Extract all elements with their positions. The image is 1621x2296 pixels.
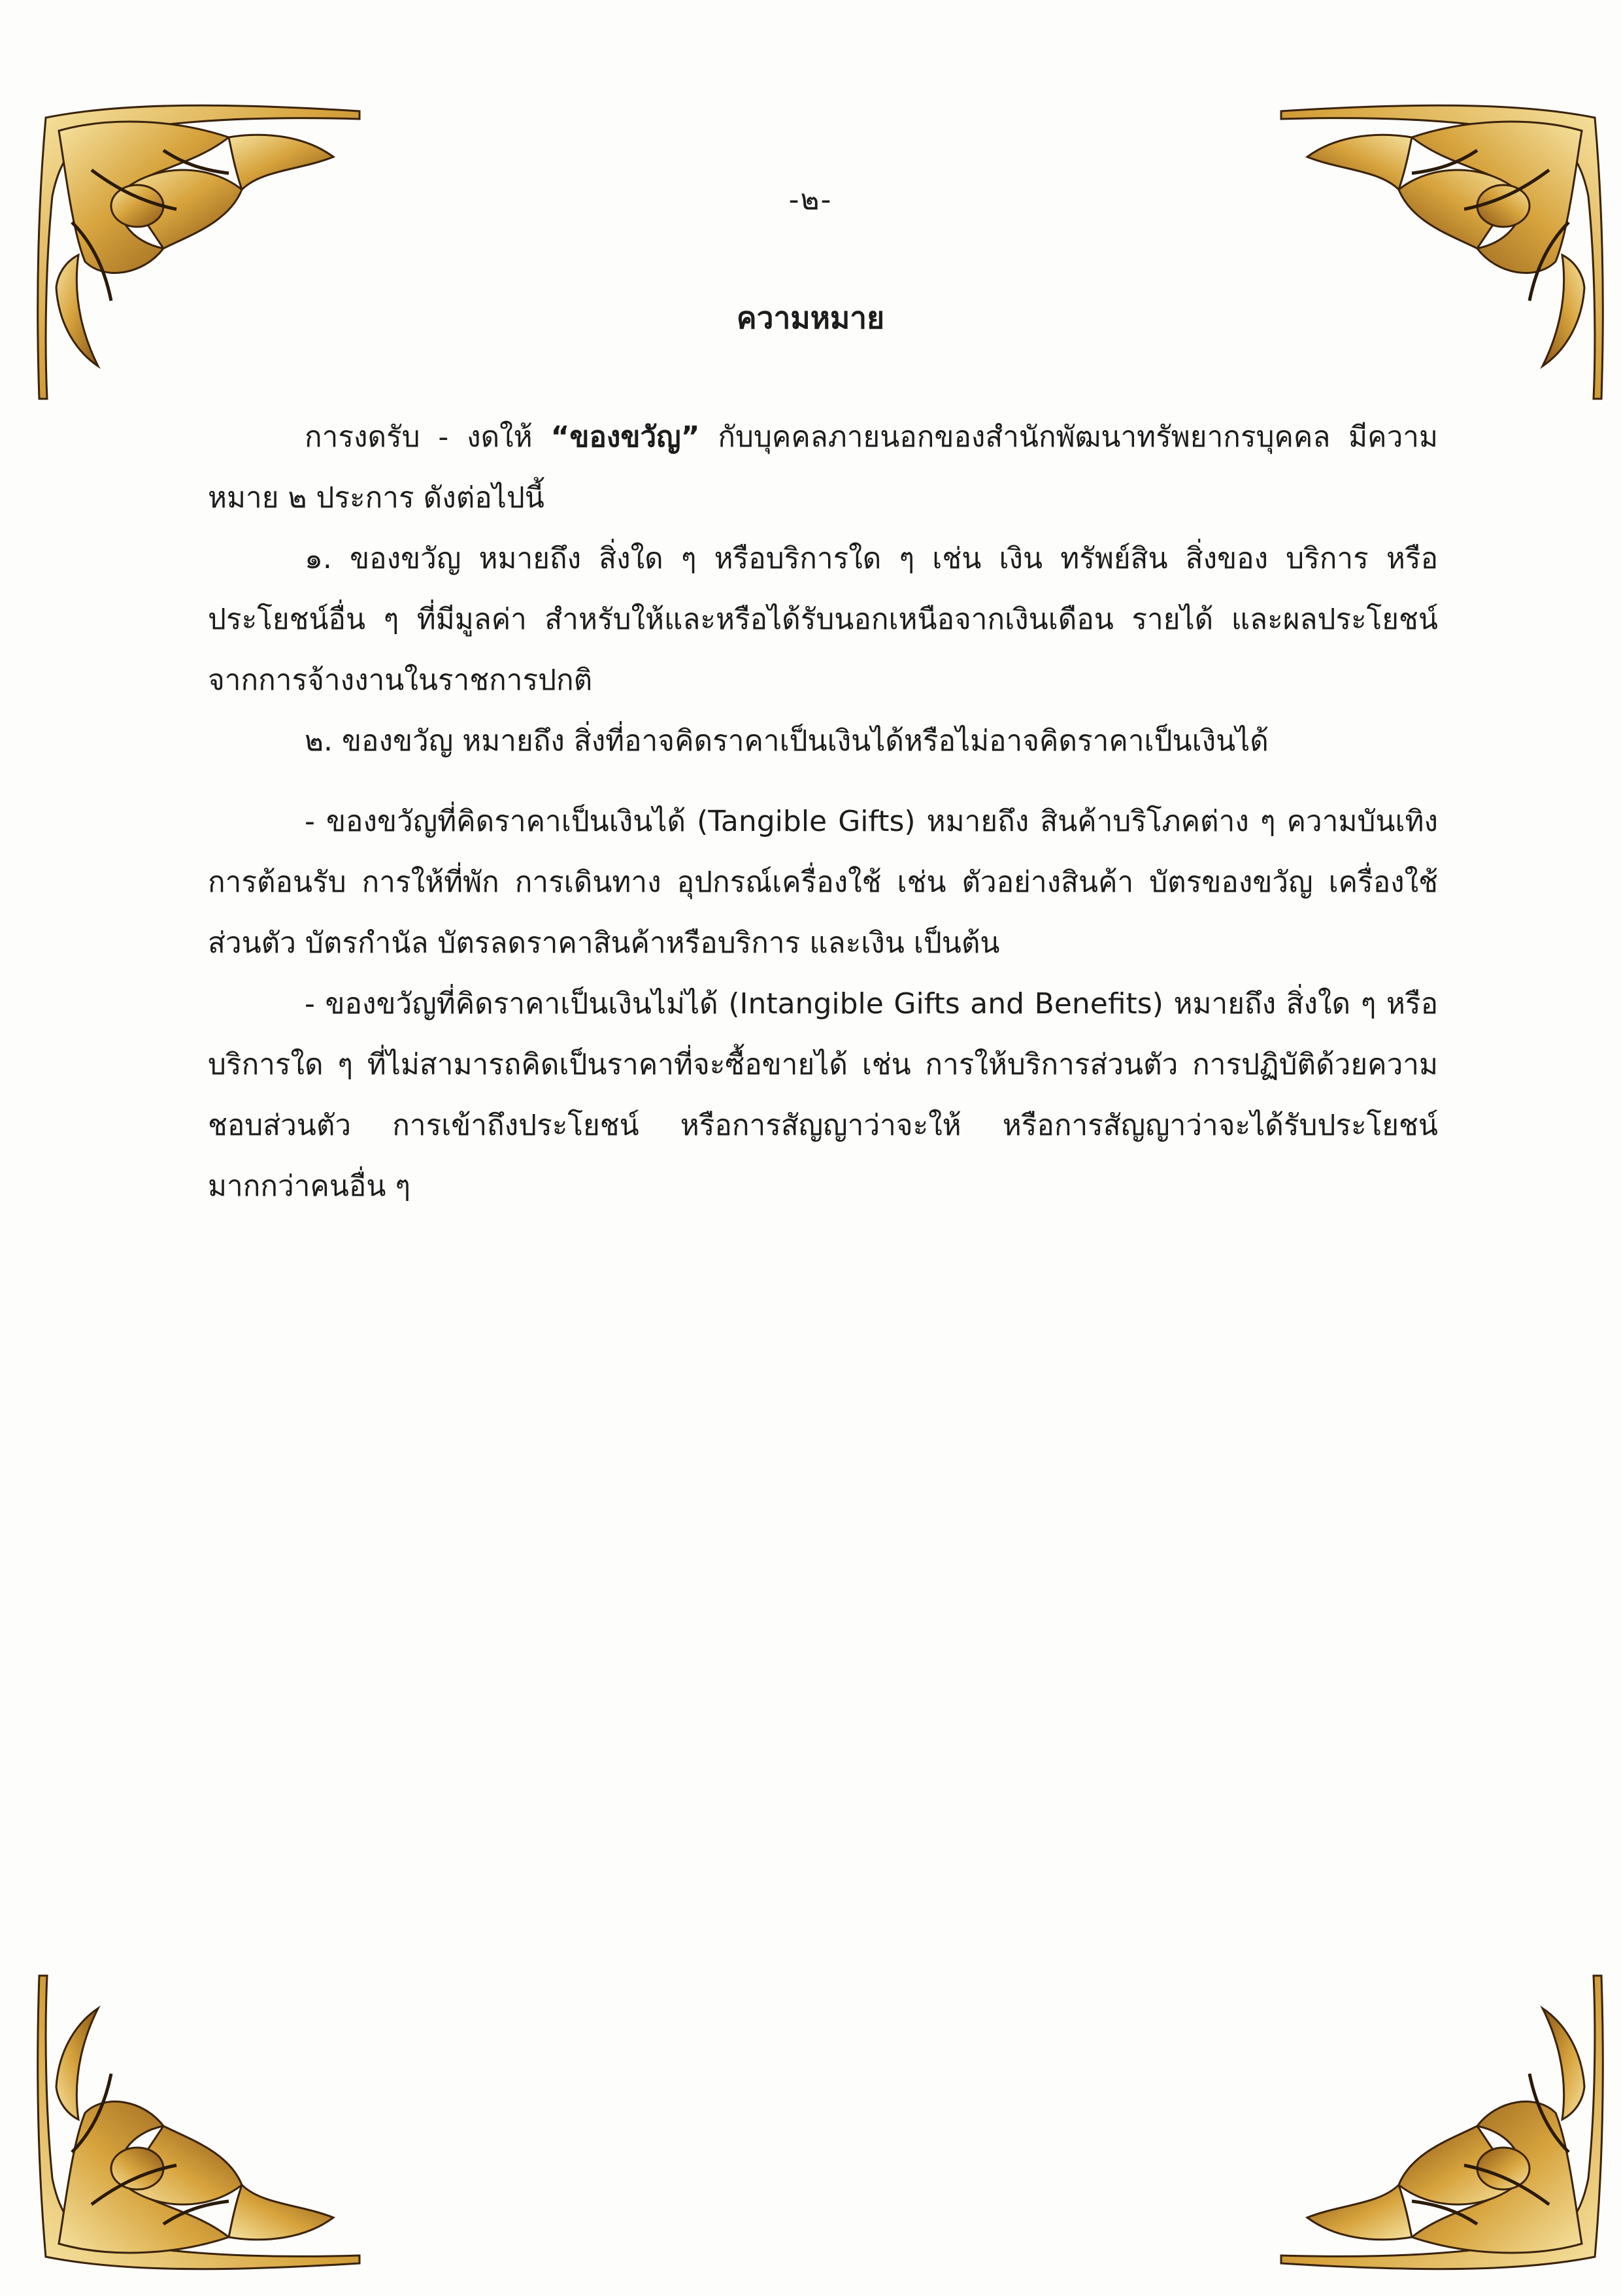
- intro-paragraph: [208, 407, 1438, 528]
- definition-item-1: ๑. ของขวัญ หมายถึง สิ่งใด ๆ หรือบริการใด ๆ เช่น เงิน ทรัพย์สิน สิ่งของ บริการ หรือประโยชน์อื่น ๆ ที่มีมูลค่า สำหรับให้และหรือได้รับนอกเหนือจากเงินเดือน รายได้ และผลประโยชน์จากการจ้างงานในราชการปกติ: [208, 542, 1438, 697]
- intro-text-before: การงดรับ - งดให้: [305, 420, 551, 454]
- gift-term-emphasis: “ของขวัญ”: [550, 420, 700, 454]
- corner-ornament-bottom-right-icon: [1242, 1917, 1608, 2283]
- document-body: [208, 407, 1438, 1217]
- thai-gold-ornament-svg: [1242, 92, 1608, 458]
- page-number: -๒-: [788, 183, 833, 216]
- definition-item-2: ๒. ของขวัญ หมายถึง สิ่งที่อาจคิดราคาเป็นเงินได้หรือไม่อาจคิดราคาเป็นเงินได้: [305, 724, 1269, 758]
- thai-gold-ornament-svg: [33, 1917, 399, 2283]
- thai-gold-ornament-svg: [1242, 1917, 1608, 2283]
- tangible-gifts-paragraph: - ของขวัญที่คิดราคาเป็นเงินได้ (Tangible Gifts) หมายถึง สินค้าบริโภคต่าง ๆ ความบันเทิง การต้อนรับ การให้ที่พัก การเดินทาง อุปกรณ์เครื่องใช้ เช่น ตัวอย่างสินค้า บัตรของขวัญ เครื่องใช้ส่วนตัว บัตรกำนัล บัตรลดราคาสินค้าหรือบริการ และเงิน เป็นต้น: [208, 805, 1438, 960]
- corner-ornament-bottom-left-icon: [33, 1917, 399, 2283]
- intro-text-after: กับบุคคลภายนอกของสำนักพัฒนาทรัพยากรบุคคล มีความหมาย ๒ ประการ ดังต่อไปนี้: [208, 420, 1438, 515]
- corner-ornament-top-left-icon: [33, 92, 399, 458]
- corner-ornament-top-right-icon: [1242, 92, 1608, 458]
- thai-gold-ornament-svg: [33, 92, 399, 458]
- intangible-gifts-paragraph: - ของขวัญที่คิดราคาเป็นเงินไม่ได้ (Intangible Gifts and Benefits) หมายถึง สิ่งใด ๆ หรือบริการใด ๆ ที่ไม่สามารถคิดเป็นราคาที่จะซื้อขายได้ เช่น การให้บริการส่วนตัว การปฏิบัติด้วยความชอบส่วนตัว การเข้าถึงประโยชน์ หรือการสัญญาว่าจะให้ หรือการสัญญาว่าจะได้รับประโยชน์มากกว่าคนอื่น ๆ: [208, 987, 1438, 1203]
- section-heading: ความหมาย: [736, 300, 885, 335]
